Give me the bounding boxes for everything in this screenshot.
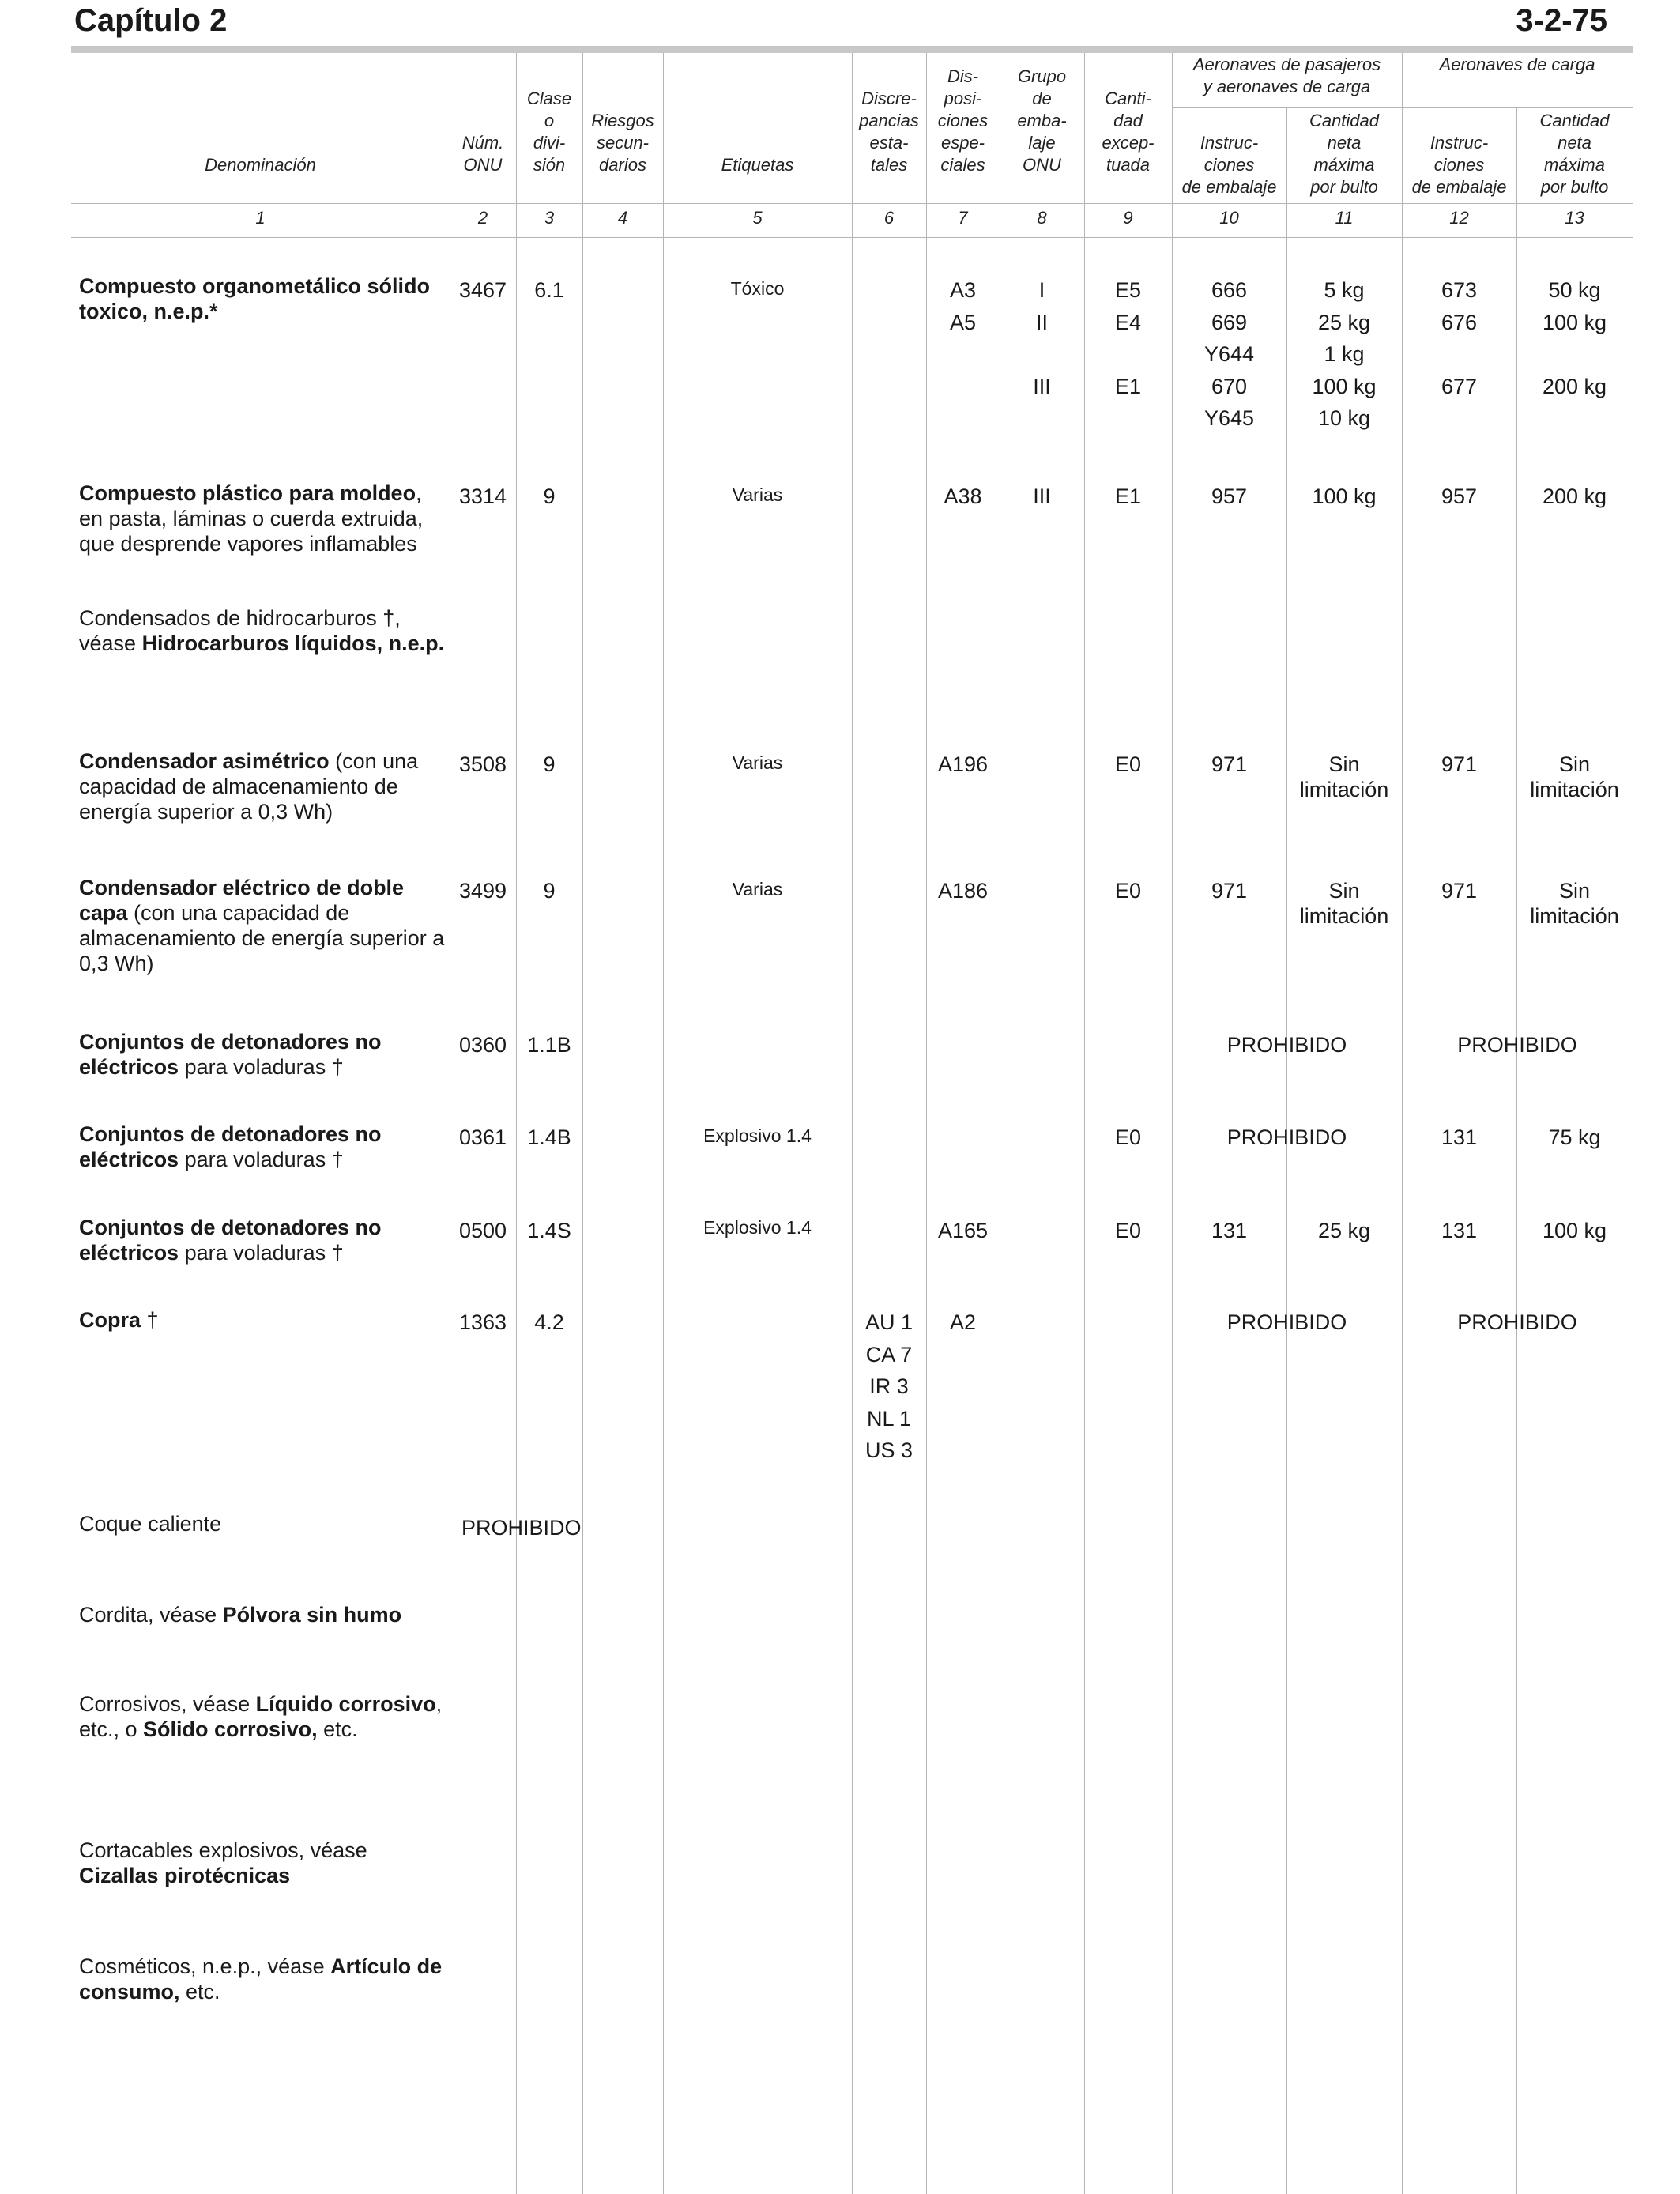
cao-max-quantity: 50 kg 100 kg 200 kg (1542, 278, 1607, 398)
header-cao-packing-instruction: Instruc- ciones de embalaje (1411, 133, 1507, 197)
pax-packing-instruction: 666 669 Y644 670 Y645 (1203, 278, 1255, 430)
class-division: 4.2 (534, 1310, 564, 1334)
pax-prohibited: PROHIBIDO (1226, 1125, 1347, 1149)
row-name: Coque caliente (79, 1512, 222, 1536)
pax-max-quantity: 100 kg (1312, 484, 1377, 508)
cao-max-quantity: Sin limitación (1530, 879, 1619, 928)
column-number: 11 (1335, 208, 1354, 228)
cao-packing-instruction: 971 (1441, 879, 1478, 903)
column-number: 8 (1037, 208, 1047, 228)
row-name: Corrosivos, véase Líquido corrosivo, etc., o Sólido corrosivo, etc. (79, 1692, 443, 1741)
cao-max-quantity: 100 kg (1542, 1219, 1607, 1242)
packing-group: I II III (1033, 278, 1051, 398)
hazard-label: Explosivo 1.4 (703, 1125, 812, 1146)
header-un-number: Núm. ONU (461, 133, 504, 175)
special-provisions: A2 (949, 1310, 977, 1334)
row-name: Condensados de hidrocarburos †, véase Hidrocarburos líquidos, n.e.p. (79, 606, 445, 655)
row-name: Condensador asimétrico (con una capacidad de almacenamiento de energía superior a 0,3 Wh) (79, 749, 419, 824)
hazard-label: Explosivo 1.4 (703, 1217, 812, 1238)
class-division: 1.4B (527, 1125, 571, 1149)
un-number: 0361 (458, 1125, 507, 1149)
un-number: 3499 (458, 879, 507, 903)
hazard-label: Varias (732, 879, 783, 899)
pax-packing-instruction: 131 (1211, 1219, 1248, 1242)
column-number: 2 (477, 208, 488, 228)
header-pax-packing-instruction: Instruc- ciones de embalaje (1181, 133, 1277, 197)
row-name: Conjuntos de detonadores no eléctricos para voladuras † (79, 1030, 382, 1079)
header-secondary-risks: Riesgos secun- darios (591, 111, 654, 175)
un-number: 0360 (458, 1033, 507, 1057)
pax-max-quantity: Sin limitación (1299, 752, 1389, 801)
row-name: Compuesto plástico para moldeo, en pasta, láminas o cuerda extruida, que desprende vapores inflamables (79, 481, 424, 556)
column-number: 3 (544, 208, 555, 228)
header-cargo-group: Aeronaves de carga (1439, 55, 1595, 74)
class-division: 6.1 (534, 278, 564, 302)
hazard-label: Varias (732, 484, 783, 505)
cao-max-quantity: 200 kg (1542, 484, 1607, 508)
column-number: 4 (617, 208, 628, 228)
un-number: 3314 (458, 484, 507, 508)
header-pax-max-quantity: Cantidad neta máxima por bulto (1309, 111, 1380, 197)
header-special-provisions: Dis- posi- ciones espe- ciales (937, 66, 989, 175)
pax-max-quantity: 5 kg 25 kg 1 kg 100 kg 10 kg (1312, 278, 1377, 430)
header-labels: Etiquetas (721, 155, 794, 175)
packing-group: III (1033, 484, 1051, 508)
excepted-quantity: E0 (1114, 1219, 1142, 1242)
special-provisions: A196 (937, 752, 989, 776)
header-rule (71, 46, 1633, 53)
header-cao-max-quantity: Cantidad neta máxima por bulto (1539, 111, 1610, 197)
class-division: 1.1B (527, 1033, 571, 1057)
pax-max-quantity: 25 kg (1317, 1219, 1371, 1242)
row-name: Compuesto organometálico sólido toxico, n.e.p.* (79, 274, 431, 323)
column-number: 9 (1123, 208, 1133, 228)
header-passenger-group: Aeronaves de pasajeros y aeronaves de carga (1192, 55, 1381, 96)
cao-max-quantity: Sin limitación (1530, 752, 1619, 801)
cao-packing-instruction: 957 (1441, 484, 1478, 508)
row-name: Cortacables explosivos, véase Cizallas pirotécnicas (79, 1838, 367, 1887)
un-number: 3508 (458, 752, 507, 776)
cao-packing-instruction: 131 (1441, 1219, 1478, 1242)
page-number: 3-2-75 (1516, 3, 1607, 38)
special-provisions: A3 A5 (949, 278, 977, 334)
cao-prohibited: PROHIBIDO (1457, 1033, 1577, 1057)
chapter-title: Capítulo 2 (74, 3, 228, 38)
column-number: 5 (752, 208, 763, 228)
header-class: Clase o divi- sión (526, 89, 572, 175)
column-number: 12 (1449, 208, 1469, 228)
excepted-quantity: E0 (1114, 1125, 1142, 1149)
cao-packing-instruction: 971 (1441, 752, 1478, 776)
column-number: 1 (255, 208, 266, 228)
pax-prohibited: PROHIBIDO (1226, 1033, 1347, 1057)
cao-packing-instruction: 131 (1441, 1125, 1478, 1149)
row-name: Conjuntos de detonadores no eléctricos para voladuras † (79, 1122, 382, 1171)
column-number: 6 (883, 208, 895, 228)
special-provisions: A38 (944, 484, 982, 508)
cao-packing-instruction: 673 676 677 (1441, 278, 1478, 398)
column-number: 7 (958, 208, 968, 228)
pax-packing-instruction: 971 (1211, 879, 1248, 903)
excepted-quantity: E5 E4 E1 (1114, 278, 1142, 398)
class-division: 9 (543, 879, 556, 903)
header-state-variations: Discre- pancias esta- tales (859, 89, 919, 175)
column-number: 10 (1219, 208, 1239, 228)
hazard-label: Varias (732, 752, 783, 773)
excepted-quantity: E1 (1114, 484, 1142, 508)
row-name: Conjuntos de detonadores no eléctricos para voladuras † (79, 1216, 382, 1265)
un-number: 3467 (458, 278, 507, 302)
row-name: Cosméticos, n.e.p., véase Artículo de consumo, etc. (79, 1955, 443, 2004)
header-excepted-quantity: Canti- dad excep- tuada (1102, 89, 1155, 175)
un-number: 0500 (458, 1219, 507, 1242)
state-variations: AU 1 CA 7 IR 3 NL 1 US 3 (864, 1310, 913, 1462)
class-division: 1.4S (527, 1219, 571, 1242)
prohibited-all: PROHIBIDO (461, 1516, 582, 1540)
class-division: 9 (543, 752, 556, 776)
pax-packing-instruction: 957 (1211, 484, 1248, 508)
cao-prohibited: PROHIBIDO (1457, 1310, 1577, 1334)
pax-prohibited: PROHIBIDO (1226, 1310, 1347, 1334)
excepted-quantity: E0 (1114, 752, 1142, 776)
hazard-label: Tóxico (730, 278, 785, 299)
cao-max-quantity: 75 kg (1548, 1125, 1601, 1149)
row-name: Cordita, véase Pólvora sin humo (79, 1603, 402, 1627)
pax-packing-instruction: 971 (1211, 752, 1248, 776)
excepted-quantity: E0 (1114, 879, 1142, 903)
un-number: 1363 (458, 1310, 507, 1334)
special-provisions: A186 (937, 879, 989, 903)
column-number: 13 (1565, 208, 1584, 228)
pax-max-quantity: Sin limitación (1299, 879, 1389, 928)
class-division: 9 (543, 484, 556, 508)
header-packing-group: Grupo de emba- laje ONU (1017, 66, 1067, 175)
special-provisions: A165 (937, 1219, 989, 1242)
row-name: Copra † (79, 1308, 159, 1332)
row-name: Condensador eléctrico de doble capa (con una capacidad de almacenamiento de energía superior a 0,3 Wh) (79, 876, 445, 975)
header-denominacion: Denominación (205, 155, 316, 175)
